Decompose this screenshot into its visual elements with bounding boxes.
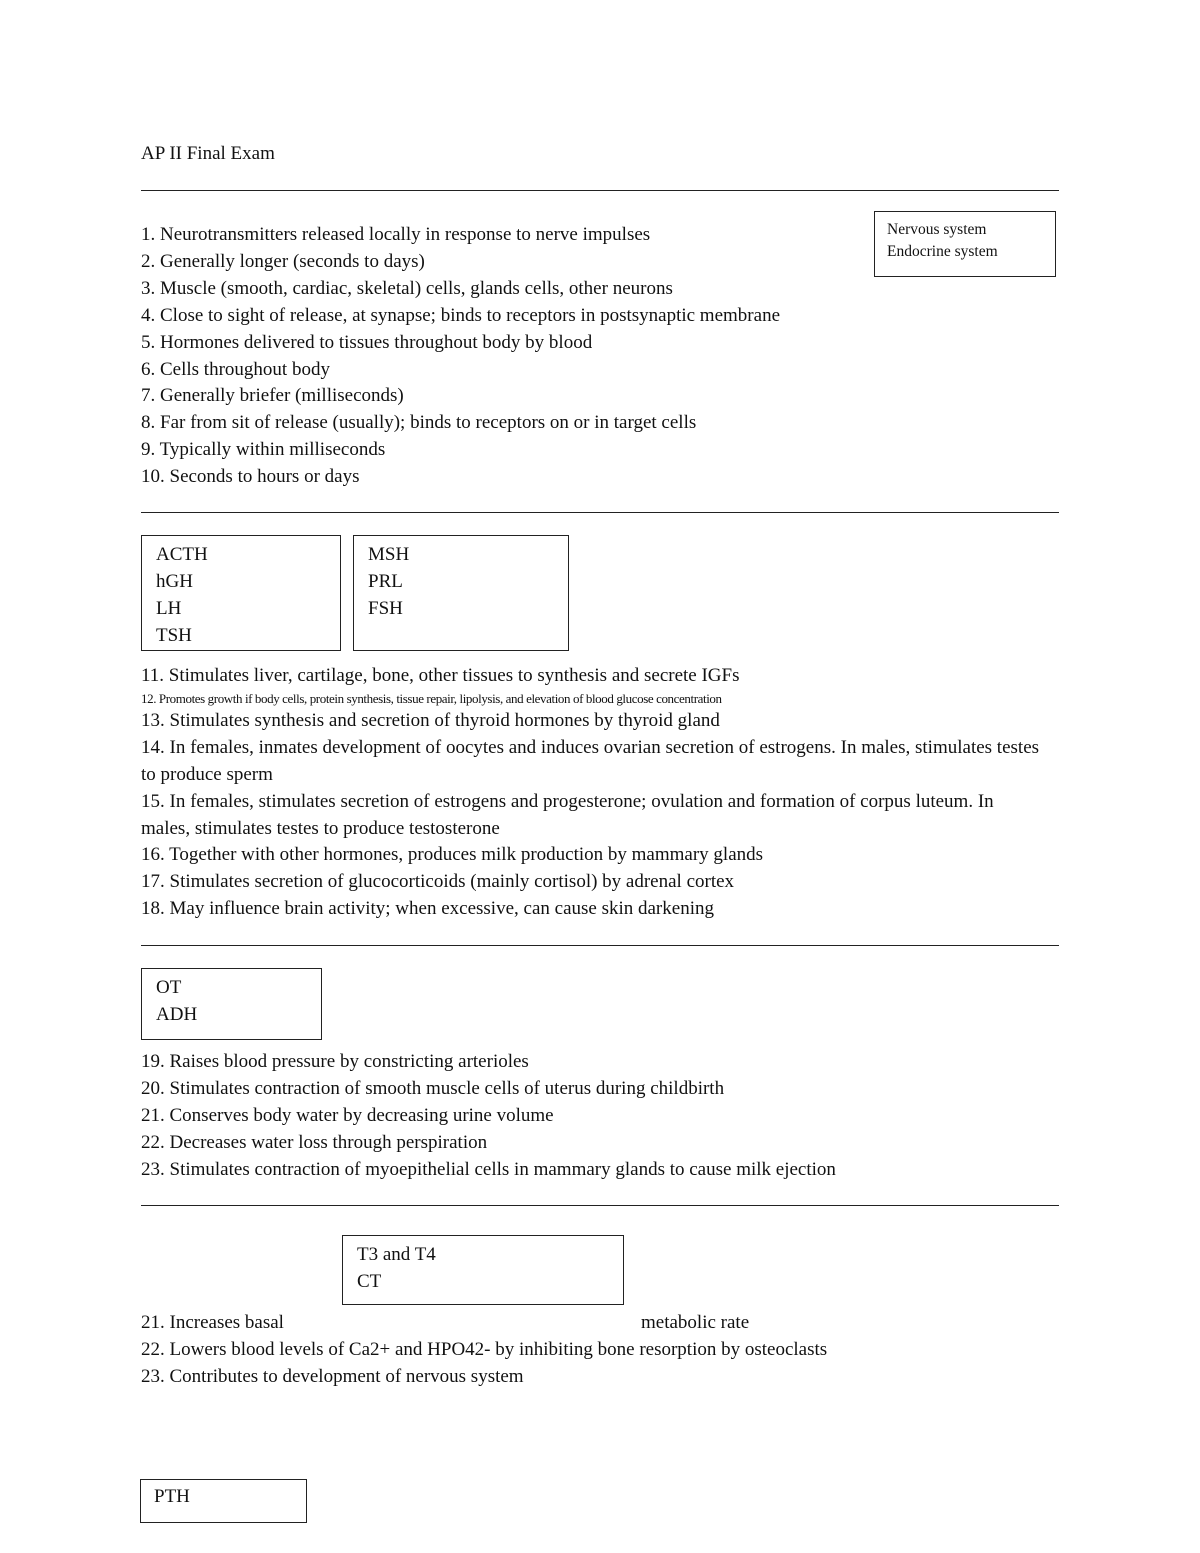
question-item: 8. Far from sit of release (usually); binds to receptors on or in target cells	[141, 412, 697, 434]
question-list-4	[141, 1310, 1059, 1391]
question-list-3	[141, 1049, 836, 1184]
box-term: PTH	[154, 1486, 190, 1507]
box-term: TSH	[156, 624, 192, 646]
box-term: Nervous system	[887, 221, 987, 238]
question-item: 23. Contributes to development of nervous system	[141, 1365, 524, 1387]
box-term: hGH	[156, 570, 193, 592]
question-item: 20. Stimulates contraction of smooth muscle cells of uterus during childbirth	[141, 1077, 725, 1099]
question-item: 13. Stimulates synthesis and secretion of thyroid hormones by thyroid gland	[141, 709, 720, 731]
box-term: FSH	[368, 597, 403, 619]
question-item: 12. Promotes growth if body cells, protein synthesis, tissue repair, lipolysis, and elevation of blood glucose concentration	[141, 690, 722, 706]
question-item: 22. Lowers blood levels of Ca2+ and HPO42- by inhibiting bone resorption by osteoclasts	[141, 1338, 828, 1360]
question-item: 22. Decreases water loss through perspiration	[141, 1131, 488, 1153]
divider	[141, 1205, 1059, 1206]
answer-box-systems	[874, 211, 1056, 277]
question-item: 6. Cells throughout body	[141, 358, 330, 380]
question-item: 2. Generally longer (seconds to days)	[141, 250, 425, 272]
question-list-2	[141, 663, 1041, 923]
box-term: ADH	[156, 1003, 198, 1025]
question-text-end: metabolic rate	[641, 1312, 750, 1333]
answer-box-parathyroid	[140, 1479, 307, 1523]
question-item: 1. Neurotransmitters released locally in response to nerve impulses	[141, 224, 651, 245]
question-item: 7. Generally briefer (milliseconds)	[141, 385, 404, 407]
question-item: 16. Together with other hormones, produces milk production by mammary glands	[141, 844, 764, 866]
question-item: 5. Hormones delivered to tissues throughout body by blood	[141, 331, 593, 353]
answer-box-anterior-pituitary-2	[353, 535, 569, 651]
question-item: 21. Conserves body water by decreasing urine volume	[141, 1104, 554, 1126]
question-item: 3. Muscle (smooth, cardiac, skeletal) cells, glands cells, other neurons	[141, 277, 673, 299]
question-item: 10. Seconds to hours or days	[141, 466, 360, 488]
question-list-1	[141, 222, 780, 491]
answer-box-anterior-pituitary-1	[141, 535, 341, 651]
page-title: AP II Final Exam	[141, 143, 275, 164]
question-item: 9. Typically within milliseconds	[141, 439, 386, 461]
question-item: 14. In females, inmates development of oocytes and induces ovarian secretion of estrogens. In males, stimulates testes to produce sperm	[141, 736, 1040, 785]
question-item: 18. May influence brain activity; when excessive, can cause skin darkening	[141, 898, 714, 920]
box-term: MSH	[368, 544, 410, 565]
question-text-start: 21. Increases basal	[141, 1312, 284, 1333]
divider	[141, 512, 1059, 513]
question-item: 23. Stimulates contraction of myoepithelial cells in mammary glands to cause milk ejection	[141, 1158, 836, 1180]
divider	[141, 945, 1059, 946]
box-term: Endocrine system	[887, 242, 998, 260]
box-term: CT	[357, 1270, 382, 1292]
question-item	[141, 1310, 1059, 1337]
question-item: 19. Raises blood pressure by constricting arterioles	[141, 1051, 529, 1072]
box-term: PRL	[368, 570, 403, 592]
box-term: OT	[156, 977, 182, 998]
question-item: 4. Close to sight of release, at synapse; binds to receptors in postsynaptic membrane	[141, 304, 780, 326]
answer-box-thyroid	[342, 1235, 624, 1305]
divider	[141, 190, 1059, 191]
box-term: LH	[156, 597, 182, 619]
question-item: 17. Stimulates secretion of glucocorticoids (mainly cortisol) by adrenal cortex	[141, 871, 735, 893]
box-term: T3 and T4	[357, 1244, 436, 1265]
question-item: 11. Stimulates liver, cartilage, bone, other tissues to synthesis and secrete IGFs	[141, 665, 740, 686]
answer-box-posterior-pituitary	[141, 968, 322, 1040]
box-term: ACTH	[156, 544, 208, 565]
question-item: 15. In females, stimulates secretion of estrogens and progesterone; ovulation and formation of corpus luteum. In males, stimulates testes to produce testosterone	[141, 790, 994, 839]
